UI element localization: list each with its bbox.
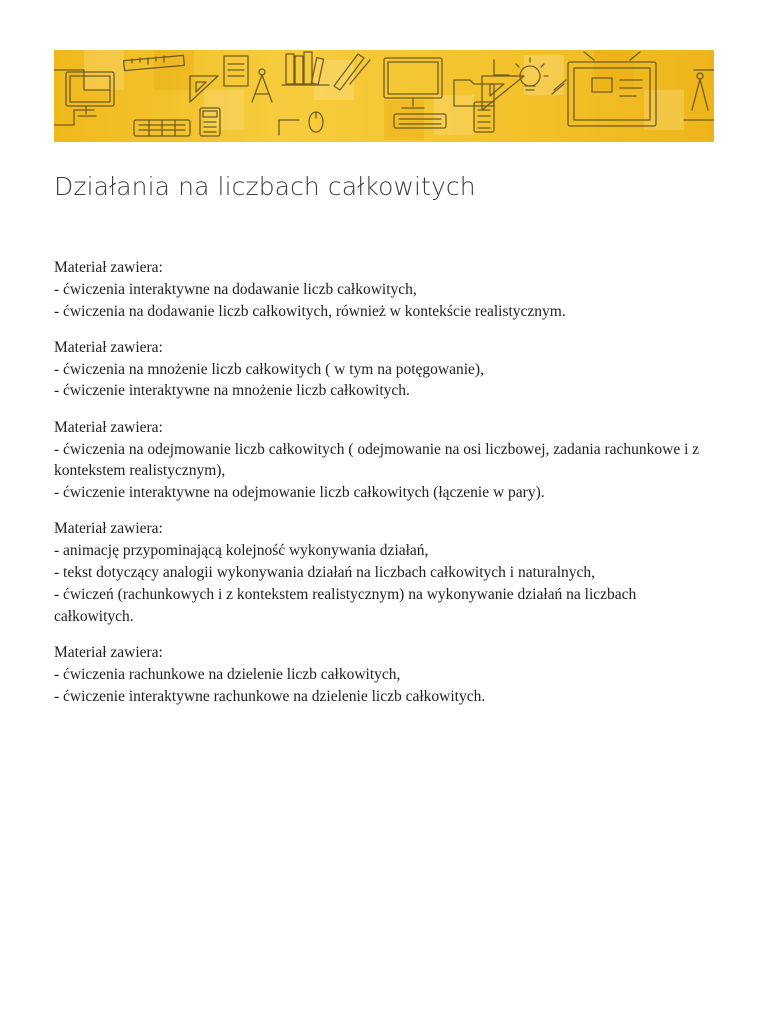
- section-heading: Materiał zawiera:: [54, 520, 163, 538]
- list-item: - ćwiczenie interaktywne na mnożenie liczb całkowitych.: [54, 382, 410, 400]
- section-heading: Materiał zawiera:: [54, 418, 163, 436]
- list-item: - ćwiczenie interaktywne rachunkowe na dzielenie liczb całkowitych.: [54, 687, 486, 705]
- section-heading: Materiał zawiera:: [54, 338, 163, 356]
- list-item: - ćwiczenia na odejmowanie liczb całkowitych ( odejmowanie na osi liczbowej, zadania rachunkowe i z kontekstem realistycznym),: [54, 440, 700, 480]
- material-section: [54, 518, 714, 627]
- list-item: - tekst dotyczący analogii wykonywania działań na liczbach całkowitych i naturalnych,: [54, 564, 596, 582]
- list-item: - ćwiczenie interaktywne na odejmowanie liczb całkowitych (łączenie w pary).: [54, 484, 545, 502]
- list-item: - ćwiczenia na dodawanie liczb całkowitych, również w kontekście realistycznym.: [54, 302, 566, 320]
- header-banner: [54, 50, 714, 142]
- list-item: - ćwiczenia na mnożenie liczb całkowitych ( w tym na potęgowanie),: [54, 360, 484, 378]
- list-item: - ćwiczenia interaktywne na dodawanie liczb całkowitych,: [54, 280, 417, 298]
- banner-illustration: [54, 50, 714, 142]
- material-section: [54, 337, 714, 402]
- material-section: [54, 417, 714, 504]
- list-item: - animację przypominającą kolejność wykonywania działań,: [54, 542, 429, 560]
- document-body: [54, 257, 714, 722]
- list-item: - ćwiczenia rachunkowe na dzielenie liczb całkowitych,: [54, 665, 401, 683]
- material-section: [54, 642, 714, 707]
- page-title: Działania na liczbach całkowitych: [54, 172, 476, 201]
- section-heading: Materiał zawiera:: [54, 643, 163, 661]
- list-item: - ćwiczeń (rachunkowych i z kontekstem realistycznym) na wykonywanie działań na liczbach całkowitych.: [54, 585, 637, 625]
- material-section: [54, 257, 714, 322]
- section-heading: Materiał zawiera:: [54, 259, 163, 276]
